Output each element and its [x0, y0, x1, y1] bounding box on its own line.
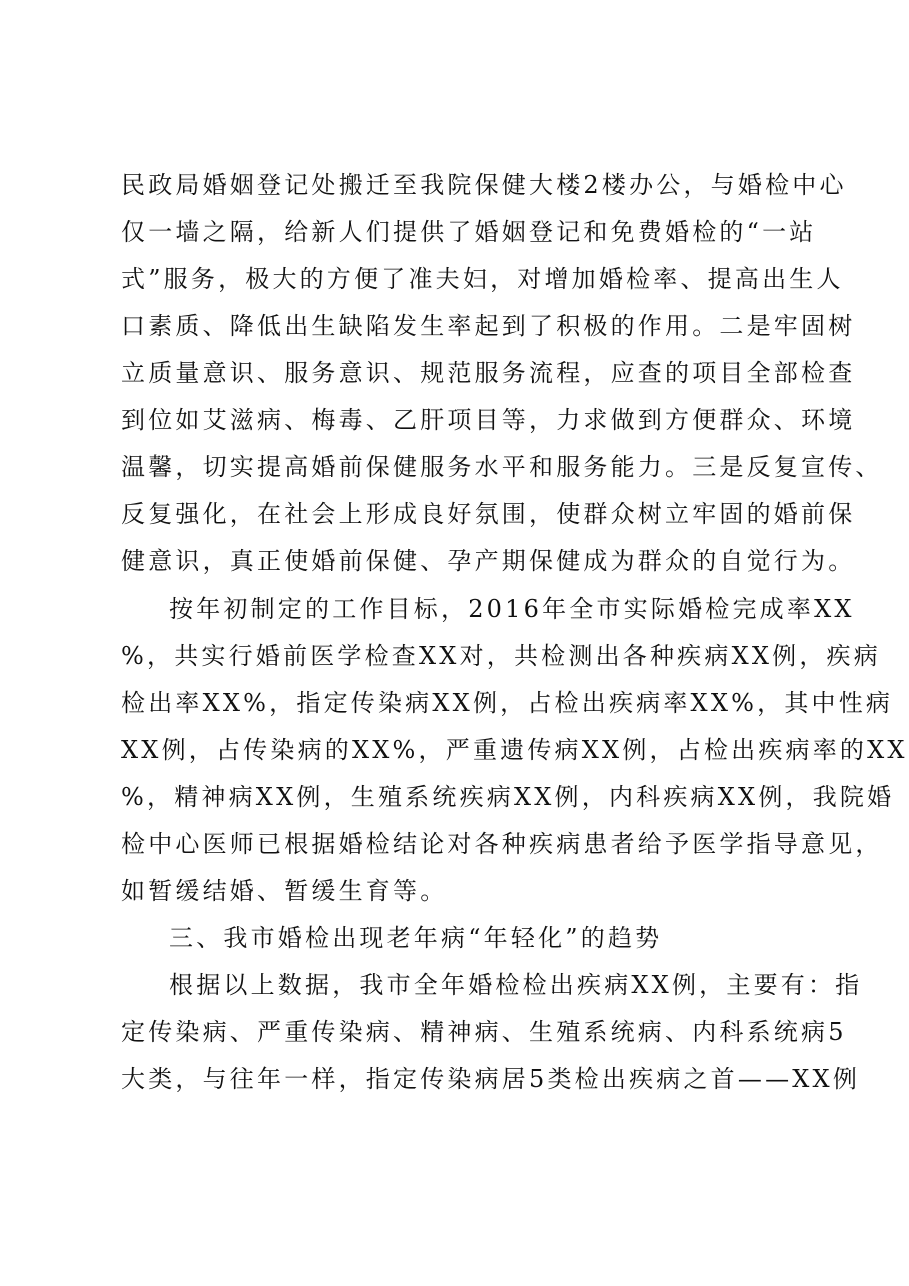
paragraph-line: 反复强化，在社会上形成良好氛围，使群众树立牢固的婚前保 — [121, 500, 856, 528]
paragraph-line: 民政局婚姻登记处搬迁至我院保健大楼2楼办公，与婚检中心 — [121, 171, 847, 199]
paragraph-line: 仅一墙之隔，给新人们提供了婚姻登记和免费婚检的“一站 — [121, 218, 817, 246]
paragraph-line: 温馨，切实提高婚前保健服务水平和服务能力。三是反复宣传、 — [121, 453, 883, 481]
paragraph-line: 定传染病、严重传染病、精神病、生殖系统病、内科系统病5 — [121, 1018, 847, 1046]
paragraph-line: 立质量意识、服务意识、规范服务流程，应查的项目全部检查 — [121, 359, 856, 387]
paragraph-line: 检中心医师已根据婚检结论对各种疾病患者给予医学指导意见， — [121, 830, 883, 858]
paragraph-line: 健意识，真正使婚前保健、孕产期保健成为群众的自觉行为。 — [121, 547, 856, 575]
paragraph-line: XX例，占传染病的XX%，严重遗传病XX例，占检出疾病率的XX — [121, 736, 908, 764]
paragraph-first-line: 按年初制定的工作目标，2016年全市实际婚检完成率XX — [169, 595, 855, 623]
paragraph-line: 式”服务，极大的方便了准夫妇，对增加婚检率、提高出生人 — [121, 265, 844, 293]
paragraph-line: 如暂缓结婚、暂缓生育等。 — [121, 877, 448, 905]
paragraph-line: %，共实行婚前医学检查XX对，共检测出各种疾病XX例，疾病 — [121, 642, 881, 670]
section-heading: 三、我市婚检出现老年病“年轻化”的趋势 — [169, 924, 663, 952]
paragraph-line: 口素质、降低出生缺陷发生率起到了积极的作用。二是牢固树 — [121, 312, 856, 340]
paragraph-line: 大类，与往年一样，指定传染病居5类检出疾病之首——XX例 — [121, 1065, 861, 1093]
paragraph-line: 到位如艾滋病、梅毒、乙肝项目等，力求做到方便群众、环境 — [121, 406, 856, 434]
paragraph-line: 检出率XX%，指定传染病XX例，占检出疾病率XX%，其中性病 — [121, 689, 894, 717]
paragraph-first-line: 根据以上数据，我市全年婚检检出疾病XX例，主要有：指 — [169, 971, 863, 999]
paragraph-line: %，精神病XX例，生殖系统疾病XX例，内科疾病XX例，我院婚 — [121, 783, 895, 811]
